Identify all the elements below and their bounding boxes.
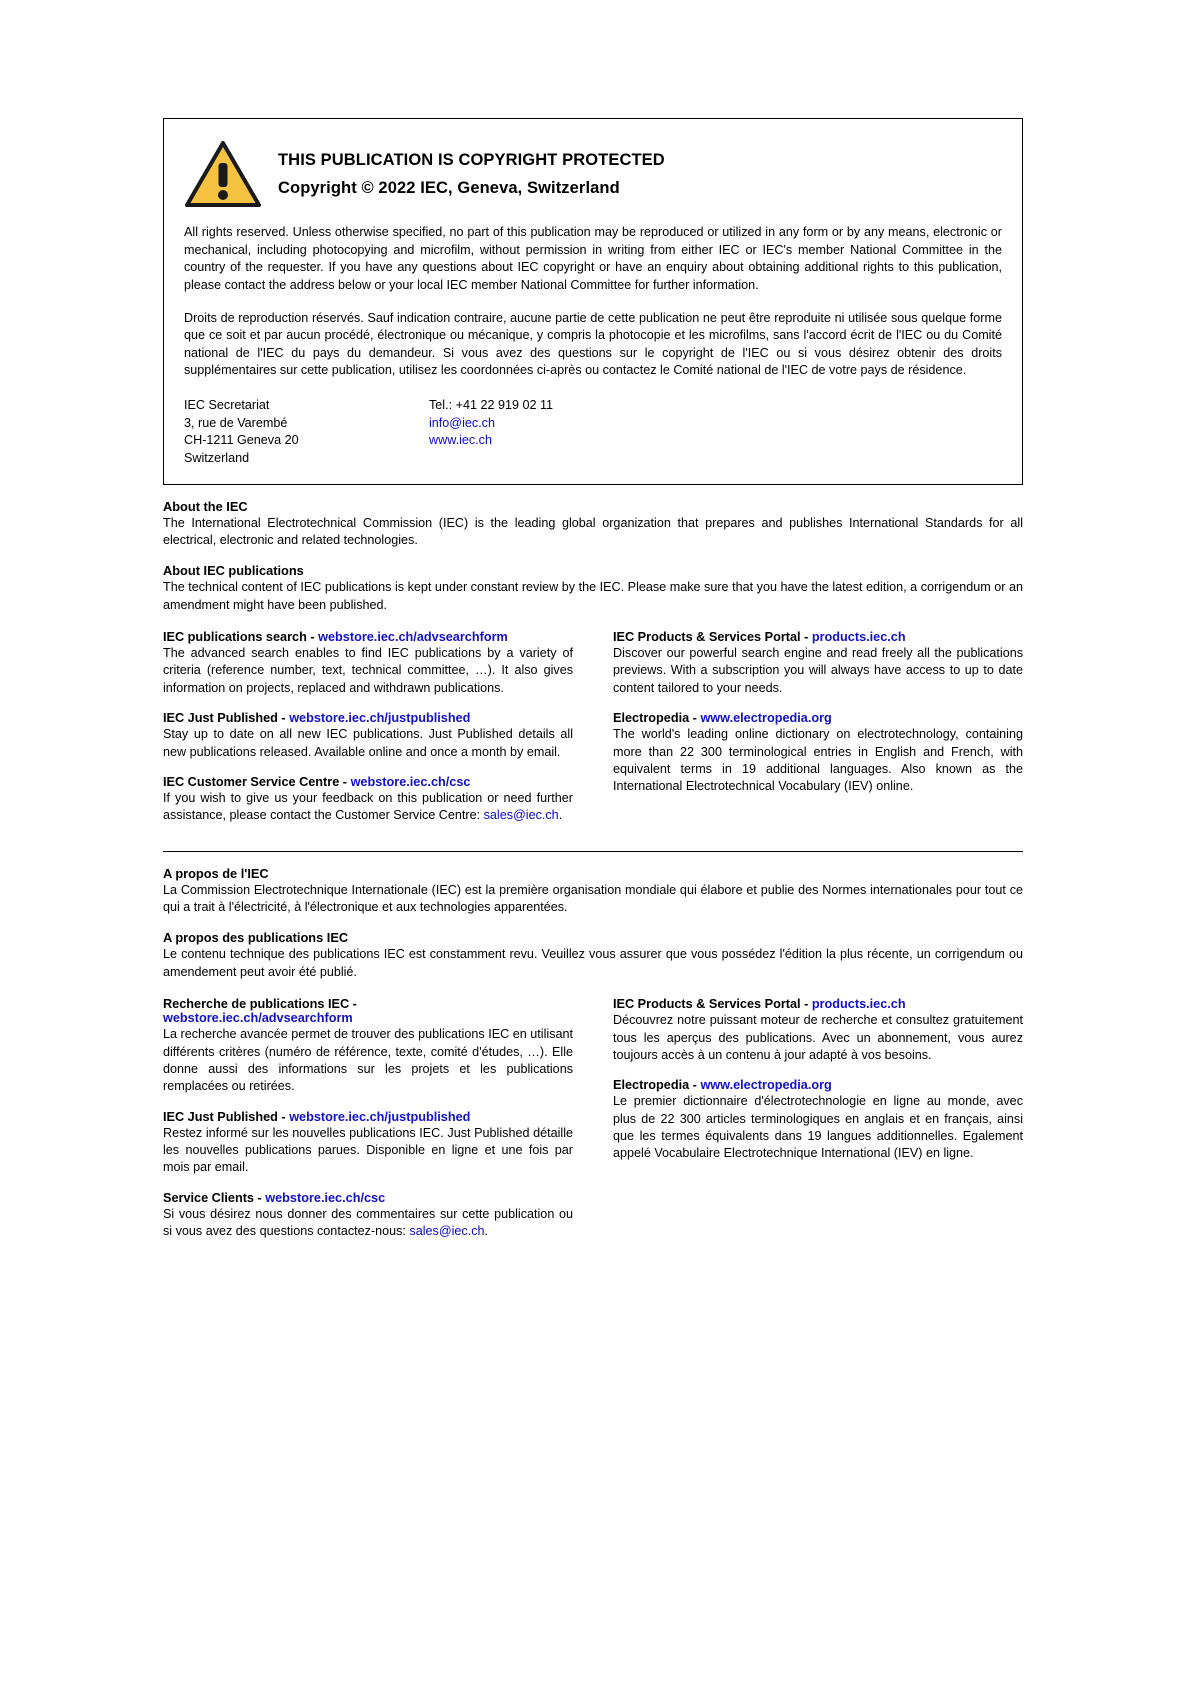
- label: IEC Products & Services Portal -: [613, 630, 812, 644]
- warning-triangle-icon: [184, 137, 270, 209]
- copyright-title: THIS PUBLICATION IS COPYRIGHT PROTECTED: [278, 151, 665, 169]
- iec-just-published-title: [163, 711, 573, 725]
- iec-products-services-portal-fr-block: [613, 997, 1023, 1064]
- label: Service Clients -: [163, 1190, 266, 1205]
- iec-just-published-fr-block: [163, 1110, 573, 1177]
- iec-just-published-fr-link[interactable]: webstore.iec.ch/justpublished: [289, 1109, 471, 1124]
- electropedia-body: The world's leading online dictionary on electrotechnology, containing more than 22 300 terminological entries in English and French, with equivalent terms in 19 additional languages. Also known as the International Electrotechnical Vocabulary (IEV) online.: [613, 727, 1023, 794]
- label: IEC publications search -: [163, 630, 319, 644]
- iec-products-services-portal-title: [613, 630, 1023, 644]
- iec-publications-search-block: [163, 630, 573, 697]
- iec-products-services-portal-fr-title: [613, 997, 1023, 1011]
- iec-customer-service-centre-body: [163, 790, 573, 825]
- iec-products-services-portal-fr-body: Découvrez notre puissant moteur de recherche et consultez gratuitement tous les aperçus des publications. Avec un abonnement, vous aurez toujours accès à un contenu à jour adapté à vos besoins.: [613, 1013, 1023, 1062]
- electropedia-fr-block: [613, 1078, 1023, 1163]
- iec-customer-service-centre-title: [163, 775, 573, 789]
- email-link[interactable]: info@iec.ch: [429, 415, 495, 430]
- document-page: [163, 118, 1023, 1241]
- french-right-column: [613, 997, 1023, 1240]
- label: IEC Products & Services Portal -: [613, 997, 812, 1012]
- iec-products-services-portal-block: [613, 630, 1023, 697]
- about-the-iec-section: [163, 499, 1023, 550]
- label: IEC Just Published -: [163, 1109, 290, 1124]
- copyright-paragraph-fr: Droits de reproduction réservés. Sauf indication contraire, aucune partie de cette publication ne peut être reproduite ni utilisée sous quelque forme que ce soit et par aucun procédé, électronique ou mécanique, y compris la photocopie et les microfilms, sans l'accord écrit de l'IEC ou du Comité national de l'IEC du pays du demandeur. Si vous avez des questions sur le copyright de l'IEC ou si vous désirez obtenir des droits supplémentaires sur cette publication, utilisez les coordonnées ci-après ou contactez le Comité national de l'IEC de votre pays de résidence.: [184, 310, 1002, 378]
- address-line-4: Switzerland: [184, 450, 250, 465]
- body-tail: .: [484, 1224, 489, 1239]
- english-links-columns: [163, 630, 1023, 825]
- iec-products-services-portal-fr-link[interactable]: products.iec.ch: [811, 997, 906, 1012]
- english-right-column: [613, 630, 1023, 825]
- recherche-publications-body: La recherche avancée permet de trouver des publications IEC en utilisant différents critères (numéro de référence, texte, comité d'études, …). Elle donne aussi des informations sur les projets et les publications remplacées ou retirées.: [163, 1027, 573, 1094]
- iec-just-published-link[interactable]: webstore.iec.ch/justpublished: [289, 711, 471, 726]
- copyright-heading-text: [270, 137, 665, 198]
- label: IEC Just Published -: [163, 711, 290, 726]
- telephone-number: Tel.: +41 22 919 02 11: [429, 398, 554, 412]
- recherche-publications-block: [163, 997, 573, 1096]
- electropedia-fr-link[interactable]: www.electropedia.org: [700, 1078, 832, 1093]
- recherche-publications-link[interactable]: webstore.iec.ch/advsearchform: [163, 1011, 353, 1026]
- french-left-column: [163, 997, 573, 1240]
- address-line-1: IEC Secretariat: [184, 398, 270, 412]
- copyright-header: [184, 137, 1002, 209]
- address-line-3: CH-1211 Geneva 20: [184, 433, 299, 448]
- iec-just-published-fr-body: Restez informé sur les nouvelles publications IEC. Just Published détaille les nouvelles publications parues. Disponible en ligne et une fois par mois par email.: [163, 1125, 573, 1175]
- electropedia-link[interactable]: www.electropedia.org: [700, 711, 832, 726]
- body-tail: .: [558, 808, 563, 823]
- about-iec-publications-section: [163, 563, 1023, 614]
- electropedia-title: [613, 711, 1023, 725]
- copyright-contact: [184, 397, 1002, 468]
- copyright-subtitle: Copyright © 2022 IEC, Geneva, Switzerland: [278, 179, 620, 197]
- english-left-column: [163, 630, 573, 825]
- label: Electropedia -: [613, 1078, 701, 1093]
- a-propos-des-publications-section: [163, 930, 1023, 981]
- iec-customer-service-centre-link[interactable]: webstore.iec.ch/csc: [350, 774, 471, 789]
- label: IEC Customer Service Centre -: [163, 774, 351, 789]
- iec-customer-service-centre-block: [163, 775, 573, 825]
- a-propos-de-iec-title: A propos de l'IEC: [163, 865, 269, 881]
- about-iec-publications-title: About IEC publications: [163, 563, 304, 579]
- service-clients-title: [163, 1191, 573, 1205]
- sales-email-link[interactable]: sales@iec.ch: [483, 808, 559, 823]
- a-propos-des-publications-title: A propos des publications IEC: [163, 930, 349, 946]
- secretariat-contact-details: [429, 397, 729, 468]
- about-the-iec-title: About the IEC: [163, 498, 248, 514]
- iec-just-published-block: [163, 711, 573, 761]
- electropedia-fr-title: [613, 1078, 1023, 1092]
- label: Electropedia -: [613, 711, 701, 726]
- website-link[interactable]: www.iec.ch: [429, 433, 492, 448]
- electropedia-block: [613, 711, 1023, 796]
- secretariat-address: [184, 397, 429, 468]
- a-propos-de-iec-section: [163, 866, 1023, 917]
- address-line-2: 3, rue de Varembé: [184, 415, 288, 430]
- iec-products-services-portal-link[interactable]: products.iec.ch: [811, 630, 906, 644]
- copyright-notice-box: [163, 118, 1023, 485]
- iec-publications-search-title: [163, 630, 573, 644]
- service-clients-body: [163, 1206, 573, 1241]
- iec-publications-search-body: The advanced search enables to find IEC publications by a variety of criteria (reference number, text, technical committee, …). It also gives information on projects, replaced and withdrawn publications.: [163, 646, 573, 695]
- service-clients-block: [163, 1191, 573, 1241]
- recherche-publications-title: [163, 997, 573, 1025]
- about-the-iec-body: The International Electrotechnical Commission (IEC) is the leading global organization that prepares and publishes International Standards for all electrical, electronic and related technologies.: [163, 515, 1023, 547]
- iec-just-published-fr-title: [163, 1110, 573, 1124]
- french-links-columns: [163, 997, 1023, 1240]
- a-propos-des-publications-body: Le contenu technique des publications IEC est constamment revu. Veuillez vous assurer que vous possédez l'édition la plus récente, un corrigendum ou amendement peut avoir été publié.: [163, 947, 1023, 979]
- service-clients-link[interactable]: webstore.iec.ch/csc: [265, 1190, 386, 1205]
- label: Recherche de publications IEC -: [163, 997, 357, 1012]
- body-text: If you wish to give us your feedback on this publication or need further assistance, please contact the Customer Service Centre:: [163, 790, 573, 823]
- iec-publications-search-link[interactable]: webstore.iec.ch/advsearchform: [318, 630, 508, 644]
- iec-just-published-body: Stay up to date on all new IEC publications. Just Published details all new publications released. Available online and once a month by email.: [163, 727, 573, 759]
- about-iec-publications-body: The technical content of IEC publications is kept under constant review by the IEC. Please make sure that you have the latest edition, a corrigendum or an amendment might have been published.: [163, 580, 1023, 612]
- iec-products-services-portal-body: Discover our powerful search engine and read freely all the publications previews. With a subscription you will always have access to up to date content tailored to your needs.: [613, 646, 1023, 695]
- copyright-paragraph-en: All rights reserved. Unless otherwise specified, no part of this publication may be reproduced or utilized in any form or by any means, electronic or mechanical, including photocopying and microfilm, without permission in writing from either IEC or IEC's member National Committee in the country of the requester. If you have any questions about IEC copyright or have an enquiry about obtaining additional rights to this publication, please contact the address below or your local IEC member National Committee for further information.: [184, 225, 1002, 292]
- sales-email-link-fr[interactable]: sales@iec.ch: [409, 1224, 485, 1239]
- language-divider: [163, 851, 1023, 852]
- electropedia-fr-body: Le premier dictionnaire d'électrotechnologie en ligne au monde, avec plus de 22 300 articles terminologiques en anglais et en français, ainsi que les termes équivalents dans 19 langues additionnelles. Egalement appelé Vocabulaire Electrotechnique International (IEV) en ligne.: [613, 1094, 1023, 1161]
- a-propos-de-iec-body: La Commission Electrotechnique Internationale (IEC) est la première organisation mondiale qui élabore et publie des Normes internationales pour tout ce qui a trait à l'électricité, à l'électronique et aux technologies apparentées.: [163, 882, 1023, 914]
- body-text: Si vous désirez nous donner des commentaires sur cette publication ou si vous avez des questions contactez-nous:: [163, 1206, 573, 1239]
